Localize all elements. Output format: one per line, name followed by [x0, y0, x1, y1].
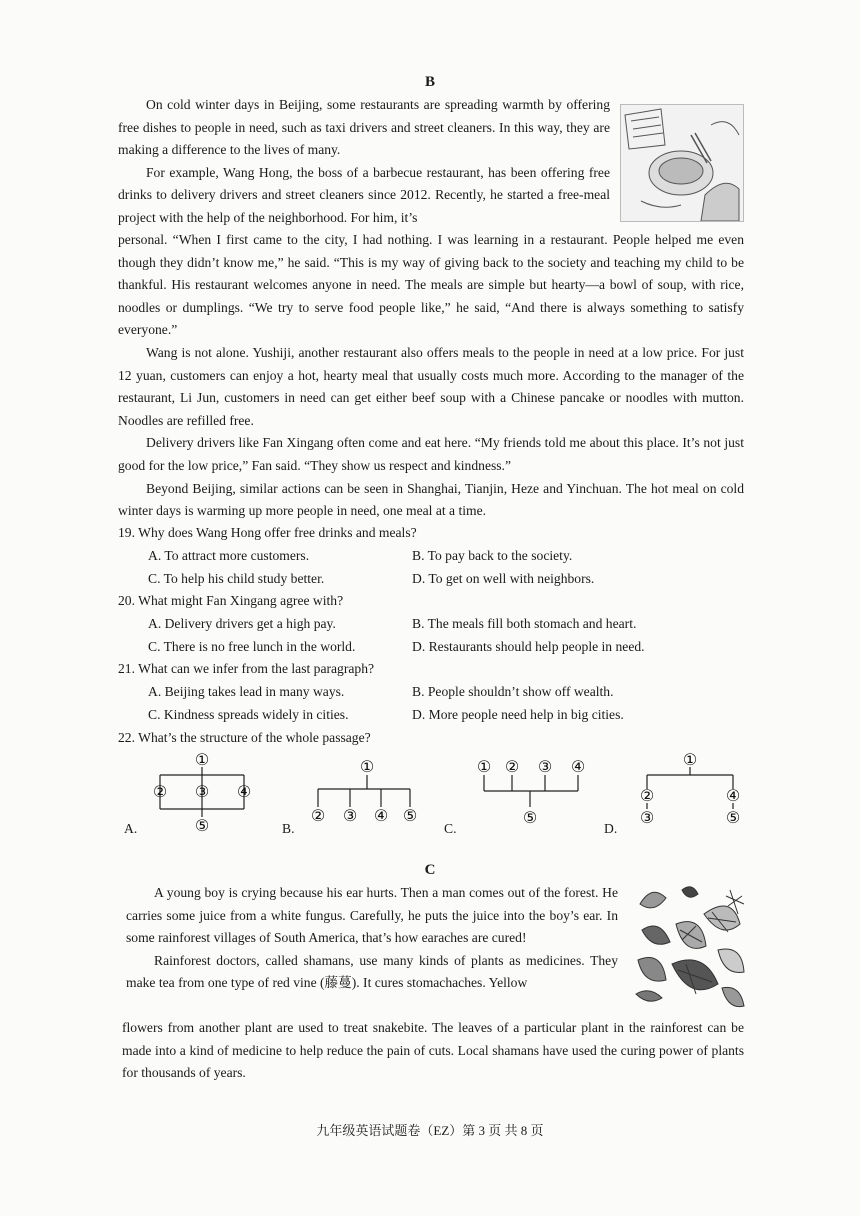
- restaurant-illustration: [620, 104, 744, 222]
- question-19-option-c[interactable]: C. To help his child study better.: [148, 571, 325, 586]
- diagram-a-node-5: ⑤: [194, 816, 210, 835]
- diagram-b-node-2: ②: [310, 806, 326, 825]
- section-b-title: B: [424, 74, 435, 90]
- section-b-body: [118, 229, 744, 523]
- diagram-c-node-3: ③: [537, 757, 553, 776]
- paragraph: Rainforest doctors, called shamans, use many kinds of plants as medicines. They make tea from one type of red vine (藤蔓). It cures stomachaches. Yellow: [126, 952, 618, 991]
- paragraph: A young boy is crying because his ear hurts. Then a man comes out of the forest. He carries some juice from a white fungus. Carefully, he puts the juice into the boy’s ear. In some rainforest villages of South America, that’s how earaches are cured!: [126, 885, 618, 946]
- diagram-c-node-4: ④: [570, 757, 586, 776]
- diagram-b-node-5: ⑤: [402, 806, 418, 825]
- question-21-stem: 21. What can we infer from the last paragraph?: [118, 661, 375, 676]
- diagram-b-node-1: ①: [359, 757, 375, 776]
- question-21-option-a[interactable]: A. Beijing takes lead in many ways.: [148, 684, 345, 699]
- question-22-stem: 22. What’s the structure of the whole passage?: [118, 730, 371, 745]
- question-20-option-b[interactable]: B. The meals fill both stomach and heart.: [412, 616, 637, 631]
- section-c-intro: [126, 882, 618, 995]
- diagram-b-node-4: ④: [373, 806, 389, 825]
- question-21-option-b[interactable]: B. People shouldn’t show off wealth.: [412, 684, 614, 699]
- diagram-d-node-2: ②: [639, 786, 655, 805]
- diagram-b-node-3: ③: [342, 806, 358, 825]
- question-22-option-d[interactable]: D.: [604, 821, 618, 836]
- page-footer: 九年级英语试题卷（EZ）第 3 页 共 8 页: [316, 1123, 544, 1138]
- diagram-d-node-5: ⑤: [725, 808, 741, 827]
- question-22-option-c[interactable]: C.: [444, 821, 457, 836]
- question-19-stem: 19. Why does Wang Hong offer free drinks and meals?: [118, 525, 417, 540]
- rainforest-plants-illustration: [632, 884, 748, 1014]
- diagram-a-node-2: ②: [152, 782, 168, 801]
- paragraph: For example, Wang Hong, the boss of a barbecue restaurant, has been offering free drinks to delivery drivers and street cleaners since 2012. Recently, he started a free-meal project with the help of the neighborhood. For him, it’s: [118, 164, 610, 225]
- question-21-option-c[interactable]: C. Kindness spreads widely in cities.: [148, 707, 349, 722]
- question-22-option-b[interactable]: B.: [282, 821, 295, 836]
- diagram-a-node-3: ③: [194, 782, 210, 801]
- question-19-option-d[interactable]: D. To get on well with neighbors.: [412, 571, 595, 586]
- paragraph: personal. “When I first came to the city, I had nothing. I was learning in a restaurant. People helped me even though they didn’t know me,” he said. “This is my way of giving back to the society and teaching my child to be thankful. His restaurant welcomes anyone in need. The meals are simple but hearty—a bowl of soup, with rice, noodles or dumplings. “We try to serve food people like,” he said, “And there is always something to satisfy everyone.”: [118, 232, 744, 338]
- question-20-option-a[interactable]: A. Delivery drivers get a high pay.: [148, 616, 336, 631]
- question-19-option-a[interactable]: A. To attract more customers.: [148, 548, 310, 563]
- diagram-c-node-2: ②: [504, 757, 520, 776]
- paragraph: Beyond Beijing, similar actions can be seen in Shanghai, Tianjin, Heze and Yinchuan. The hot meal on cold winter days is warming up more people in need, one meal at a time.: [118, 480, 744, 519]
- section-c-title: C: [424, 862, 436, 878]
- diagram-d-node-3: ③: [639, 808, 655, 827]
- structure-diagrams: [0, 745, 860, 840]
- question-19-option-b[interactable]: B. To pay back to the society.: [412, 548, 573, 563]
- question-22-option-a[interactable]: A.: [124, 821, 138, 836]
- question-20-option-c[interactable]: C. There is no free lunch in the world.: [148, 639, 356, 654]
- paragraph: Delivery drivers like Fan Xingang often come and eat here. “My friends told me about this place. It’s not just good for the low price,” Fan said. “They show us respect and kindness.”: [118, 435, 744, 473]
- diagram-a-node-4: ④: [236, 782, 252, 801]
- diagram-c-node-5: ⑤: [522, 808, 538, 827]
- diagram-a-node-1: ①: [194, 750, 210, 769]
- question-20-stem: 20. What might Fan Xingang agree with?: [118, 593, 344, 608]
- diagram-d-node-4: ④: [725, 786, 741, 805]
- paragraph: flowers from another plant are used to treat snakebite. The leaves of a particular plant in the rainforest can be made into a kind of medicine to help reduce the pain of cuts. Local shamans have used the curing power of plants for thousands of years.: [122, 1020, 744, 1081]
- section-b-intro: [118, 94, 610, 230]
- question-20-option-d[interactable]: D. Restaurants should help people in need.: [412, 639, 645, 654]
- diagram-c-node-1: ①: [476, 757, 492, 776]
- section-c-body: [122, 1017, 744, 1085]
- paragraph: Wang is not alone. Yushiji, another restaurant also offers meals to the people in need at a low price. For just 12 yuan, customers can enjoy a hot, hearty meal that usually costs much more. According to the manager of the restaurant, Li Jun, customers in need can get either beef soup with a Chinese pancake or noodles with mutton. Noodles are refilled free.: [118, 344, 744, 428]
- question-21-option-d[interactable]: D. More people need help in big cities.: [412, 707, 624, 722]
- diagram-d-node-1: ①: [682, 750, 698, 769]
- paragraph: On cold winter days in Beijing, some restaurants are spreading warmth by offering free dishes to people in need, such as taxi drivers and street cleaners. In this way, they are making a difference to the lives of many.: [118, 97, 610, 158]
